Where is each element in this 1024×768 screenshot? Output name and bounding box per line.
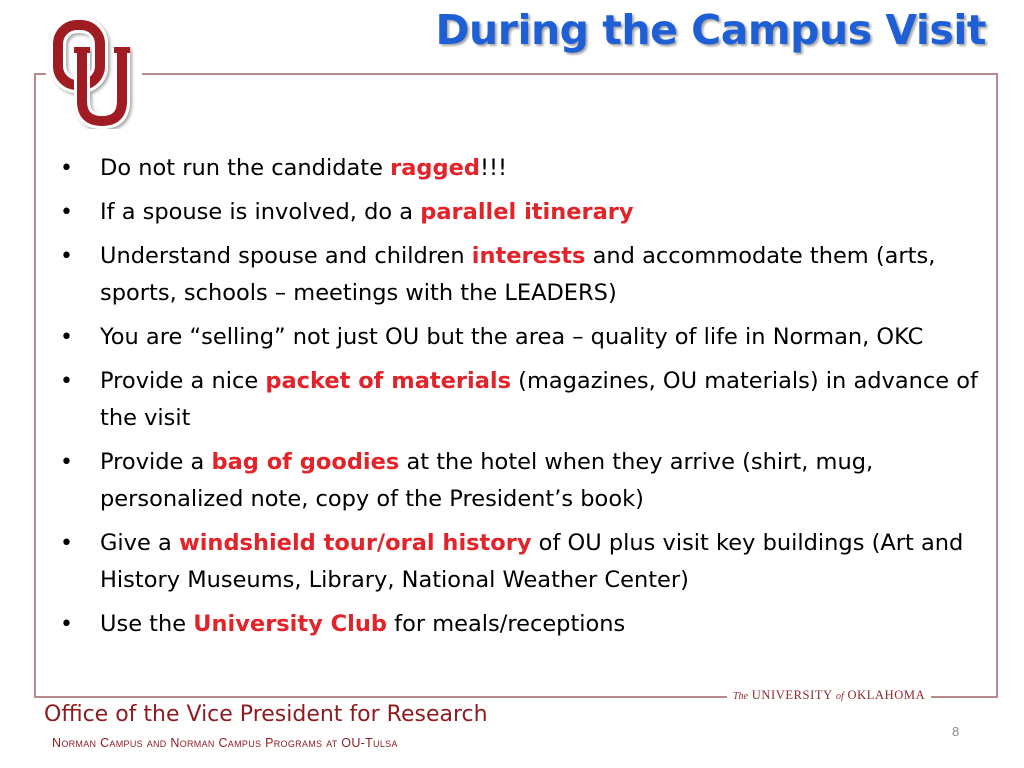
university-wordmark	[727, 688, 931, 703]
list-item	[60, 444, 980, 518]
bullet-text: !!!	[479, 155, 508, 181]
ou-logo	[46, 17, 142, 129]
list-item	[60, 150, 980, 187]
bullet-text: (magazines, OU materials) in advance of the visit	[100, 368, 978, 431]
bullet-list	[60, 150, 980, 650]
bullet-text: of OU plus visit key buildings (Art and History Museums, Library, National Weather Center)	[100, 530, 964, 593]
bullet-text: at the hotel when they arrive (shirt, mug, personalized note, copy of the President’s book)	[100, 449, 874, 512]
footer-campus: Norman Campus and Norman Campus Programs at OU-Tulsa	[52, 736, 398, 750]
list-item	[60, 319, 980, 356]
bullet-highlight: parallel itinerary	[420, 199, 634, 225]
bullet-highlight: windshield tour/oral history	[178, 530, 532, 556]
bullet-text: Use the	[100, 611, 194, 637]
bullet-text: for meals/receptions	[387, 611, 626, 637]
page-number: 8	[952, 724, 960, 739]
bullet-highlight: University Club	[193, 611, 387, 637]
list-item	[60, 525, 980, 599]
footer-office: Office of the Vice President for Research	[44, 702, 488, 727]
list-item	[60, 238, 980, 312]
list-item	[60, 194, 980, 231]
bullet-text: and accommodate them (arts, sports, schools – meetings with the LEADERS)	[100, 243, 936, 306]
wordmark-university: UNIVERSITY	[751, 688, 833, 702]
bullet-text: Understand spouse and children	[100, 243, 472, 269]
list-item	[60, 363, 980, 437]
bullet-text: You are “selling” not just OU but the area – quality of life in Norman, OKC	[100, 324, 924, 350]
bullet-text: Give a	[100, 530, 179, 556]
bullet-text: Provide a nice	[100, 368, 266, 394]
slide-title: During the Campus Visit	[435, 6, 986, 54]
bullet-highlight: interests	[471, 243, 586, 269]
bullet-text: Do not run the candidate	[100, 155, 391, 181]
wordmark-of: of	[836, 691, 844, 702]
bullet-highlight: ragged	[390, 155, 480, 181]
list-item	[60, 606, 980, 643]
bullet-highlight: packet of materials	[265, 368, 512, 394]
bullet-highlight: bag of goodies	[211, 449, 400, 475]
ou-interlocking-logo-icon	[46, 17, 142, 129]
wordmark-state: OKLAHOMA	[847, 688, 926, 702]
wordmark-the: The	[733, 691, 748, 702]
bullet-text: Provide a	[100, 449, 212, 475]
bullet-text: If a spouse is involved, do a	[100, 199, 421, 225]
